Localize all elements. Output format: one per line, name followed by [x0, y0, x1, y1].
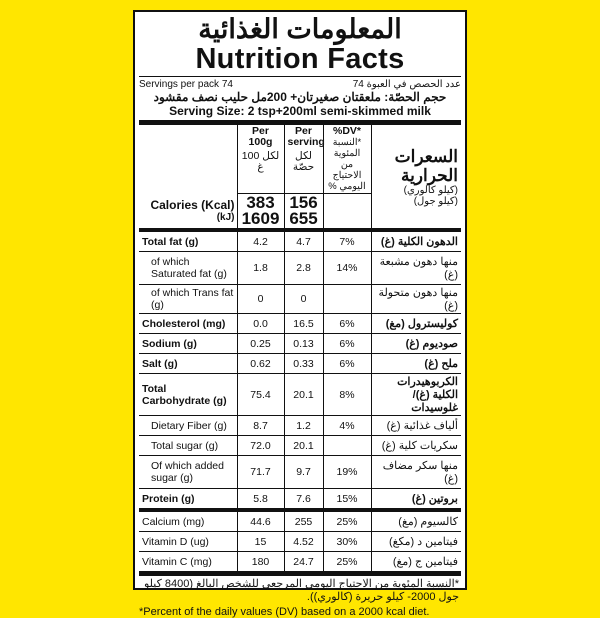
table-row [139, 416, 461, 436]
value-per-100g: 15 [237, 532, 284, 552]
footnote [139, 572, 461, 618]
table-row [139, 489, 461, 511]
nutrient-label: of which Trans fat (g) [139, 285, 237, 314]
footnote-en: *Percent of the daily values (DV) based on a 2000 kcal diet. [139, 606, 430, 618]
nutrient-label-ar: فيتامين ج (مغ) [371, 552, 461, 572]
nutrition-table [139, 125, 461, 572]
daily-value: 14% [323, 252, 371, 285]
calories-label: Calories (Kcal) [150, 198, 235, 213]
value-per-serving: 255 [284, 510, 323, 532]
nutrient-label-ar: فيتامين د (مكغ) [371, 532, 461, 552]
table-row [139, 510, 461, 532]
daily-value: 8% [323, 374, 371, 416]
value-per-serving: 16.5 [284, 314, 323, 334]
daily-value [323, 285, 371, 314]
nutrient-label-ar: سكريات كلية (غ) [371, 436, 461, 456]
value-per-100g: 71.7 [237, 456, 284, 489]
table-row [139, 532, 461, 552]
kcal-ar: (كيلو كالوري) [403, 184, 458, 196]
value-per-100g: 75.4 [237, 374, 284, 416]
table-row [139, 374, 461, 416]
table-row [139, 456, 461, 489]
nutrient-label-ar: كوليسترول (مغ) [371, 314, 461, 334]
daily-value: 6% [323, 314, 371, 334]
table-row [139, 354, 461, 374]
value-per-serving: 0.33 [284, 354, 323, 374]
nutrient-label-ar: كالسيوم (مغ) [371, 510, 461, 532]
value-per-serving: 2.8 [284, 252, 323, 285]
servings-per-pack-en: Servings per pack 74 [139, 79, 233, 90]
value-per-serving: 0 [284, 285, 323, 314]
nutrient-label-ar: منها دهون مشبعة (غ) [371, 252, 461, 285]
table-row [139, 285, 461, 314]
daily-value: 25% [323, 552, 371, 572]
daily-value: 4% [323, 416, 371, 436]
value-per-100g: 0 [237, 285, 284, 314]
table-row [139, 334, 461, 354]
nutrient-label: Sodium (g) [139, 334, 237, 354]
value-per-serving: 4.52 [284, 532, 323, 552]
value-per-serving: 20.1 [284, 436, 323, 456]
nutrient-label: Total sugar (g) [139, 436, 237, 456]
table-row [139, 436, 461, 456]
nutrient-label-ar: صوديوم (غ) [371, 334, 461, 354]
nutrient-label-ar: بروتين (غ) [371, 489, 461, 511]
nutrient-label: Vitamin C (mg) [139, 552, 237, 572]
value-per-serving: 7.6 [284, 489, 323, 511]
value-per-100g: 5.8 [237, 489, 284, 511]
table-row [139, 230, 461, 252]
title-arabic: المعلومات الغذائية [198, 14, 402, 44]
nutrient-label: of which Saturated fat (g) [139, 252, 237, 285]
table-row [139, 552, 461, 572]
daily-value: 25% [323, 510, 371, 532]
kcal-100g: 383 [246, 193, 275, 212]
title-english: Nutrition Facts [139, 44, 461, 77]
daily-value: 15% [323, 489, 371, 511]
serving-size-ar: حجم الحصّة: ملعقتان صغيرتان+ 200مل حليب نصف مقشود [153, 90, 447, 104]
value-per-serving: 20.1 [284, 374, 323, 416]
table-row [139, 252, 461, 285]
nutrient-label-ar: الكربوهيدرات الكلية (غ)/غلوسيدات [371, 374, 461, 416]
value-per-100g: 4.2 [237, 230, 284, 252]
serving-size-en: Serving Size: 2 tsp+200ml semi-skimmed milk [169, 104, 431, 118]
nutrient-label-ar: الدهون الكلية (غ) [371, 230, 461, 252]
per-serving-header: Per serving [287, 125, 325, 148]
daily-value: 30% [323, 532, 371, 552]
kj-ar: (كيلو جول) [413, 195, 458, 207]
nutrient-label-ar: منها دهون متحولة (غ) [371, 285, 461, 314]
daily-value: 6% [323, 334, 371, 354]
dv-header-ar: *النسبة المئوية من الاحتياج اليومي % [328, 137, 366, 192]
nutrient-label: Total fat (g) [139, 230, 237, 252]
daily-value [323, 436, 371, 456]
value-per-100g: 1.8 [237, 252, 284, 285]
nutrient-label: Protein (g) [139, 489, 237, 511]
value-per-100g: 8.7 [237, 416, 284, 436]
kcal-serving: 156 [289, 193, 318, 212]
value-per-100g: 44.6 [237, 510, 284, 532]
nutrient-label: Dietary Fiber (g) [139, 416, 237, 436]
value-per-serving: 0.13 [284, 334, 323, 354]
nutrition-label [133, 10, 467, 618]
value-per-serving: 24.7 [284, 552, 323, 572]
value-per-100g: 0.0 [237, 314, 284, 334]
table-row [139, 314, 461, 334]
nutrient-label: Cholesterol (mg) [139, 314, 237, 334]
footnote-ar: *النسبة المئوية من الاحتياج اليومي المرجعي للشخص البالغ (8400 كيلو جول 2000- كيلو حريرة (كالوري)). [143, 578, 459, 603]
value-per-serving: 9.7 [284, 456, 323, 489]
kj-100g: 1609 [241, 209, 280, 228]
kj-serving: 655 [289, 209, 318, 228]
value-per-serving: 4.7 [284, 230, 323, 252]
per-serving-header-ar: لكل حصّة [292, 150, 315, 173]
value-per-100g: 0.62 [237, 354, 284, 374]
nutrient-label: Of which added sugar (g) [139, 456, 237, 489]
nutrient-label: Calcium (mg) [139, 510, 237, 532]
per-100g-header: Per 100g [248, 125, 273, 148]
value-per-100g: 180 [237, 552, 284, 572]
header-row [139, 125, 461, 194]
daily-value: 19% [323, 456, 371, 489]
nutrient-label-ar: ألياف غذائية (غ) [371, 416, 461, 436]
per-100g-header-ar: لكل 100 غ [241, 150, 280, 173]
calories-header-ar: السعرات الحرارية [394, 146, 458, 185]
kj-label: (kJ) [216, 212, 235, 224]
value-per-100g: 72.0 [237, 436, 284, 456]
nutrient-label-ar: ملح (غ) [371, 354, 461, 374]
dv-header: %DV* [332, 125, 361, 137]
nutrient-label: Vitamin D (ug) [139, 532, 237, 552]
servings-per-pack-ar: عدد الحصص في العبوة 74 [352, 79, 461, 90]
daily-value: 7% [323, 230, 371, 252]
nutrient-label: Total Carbohydrate (g) [139, 374, 237, 416]
value-per-serving: 1.2 [284, 416, 323, 436]
nutrient-label: Salt (g) [139, 354, 237, 374]
value-per-100g: 0.25 [237, 334, 284, 354]
nutrient-label-ar: منها سكر مضاف (غ) [371, 456, 461, 489]
daily-value: 6% [323, 354, 371, 374]
